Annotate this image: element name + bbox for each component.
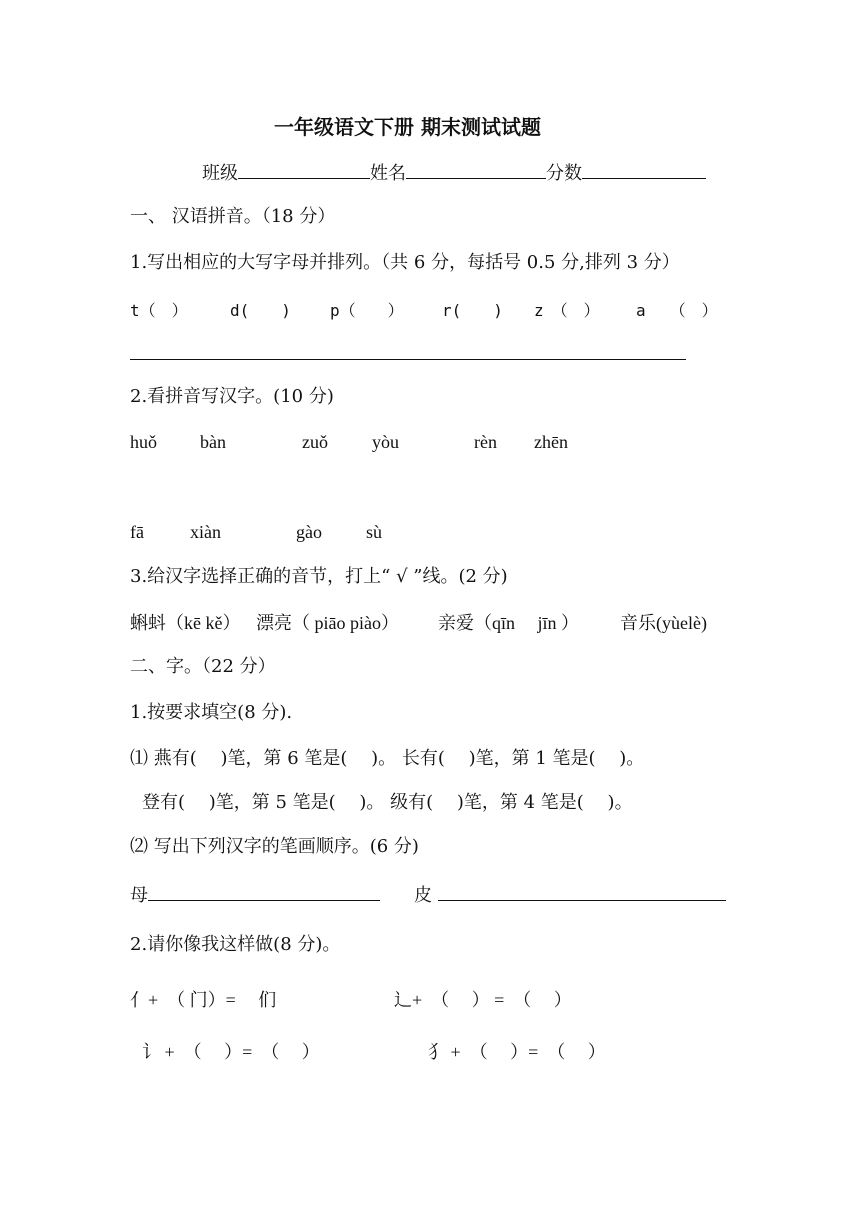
syllable-qinai: 亲爱（qīn jīn ）: [438, 613, 580, 633]
pinyin-su: sù: [366, 522, 383, 542]
pinyin-you: yòu: [372, 432, 399, 452]
section-1-heading: 一、 汉语拼音。（18 分）: [130, 206, 336, 227]
name-label: 姓名: [370, 163, 406, 184]
syllable-yinyue: 音乐(yùelè): [620, 613, 707, 633]
question-2-1: 1.按要求填空(8 分).: [130, 702, 293, 723]
pinyin-zhen: zhēn: [534, 432, 568, 452]
stroke-order-pi: [414, 882, 726, 907]
stroke-order-mu: [130, 882, 380, 907]
equation-chuo: 辶+ （ ） = （ ）: [394, 990, 572, 1010]
equation-yan: 讠 + （ ）= （ ）: [142, 1042, 320, 1062]
pinyin-fa: fā: [130, 522, 144, 542]
pinyin-ban: bàn: [200, 432, 226, 452]
pinyin-huo: huǒ: [130, 432, 157, 452]
letter-z: z （ ）: [534, 301, 600, 320]
letter-d: d( ): [230, 301, 291, 320]
question-1-2: 2.看拼音写汉字。(10 分): [130, 386, 334, 407]
pinyin-ren: rèn: [474, 432, 497, 452]
question-2-1-sub2: ⑵ 写出下列汉字的笔画顺序。(6 分): [130, 836, 419, 857]
page-title: 一年级语文下册 期末测试试题: [274, 115, 541, 139]
fill-stroke-line-1: ⑴ 燕有( )笔，第 6 笔是( )。 长有( )笔，第 1 笔是( )。: [130, 748, 645, 769]
letter-t: t（ ）: [130, 301, 188, 320]
score-blank[interactable]: [582, 160, 706, 179]
question-2-2: 2.请你像我这样做(8 分)。: [130, 934, 341, 955]
question-1-3: 3.给汉字选择正确的音节，打上“ √ ”线。(2 分): [130, 566, 508, 587]
pinyin-gao: gào: [296, 522, 322, 542]
char-pi: 皮: [414, 885, 432, 906]
equation-quan: 犭 + （ ）= （ ）: [428, 1042, 606, 1062]
stroke-blank-mu[interactable]: [148, 882, 380, 901]
student-info-line: [202, 160, 706, 185]
order-answer-line[interactable]: [130, 359, 686, 360]
char-mu: 母: [130, 885, 148, 906]
section-2-heading: 二、字。（22 分）: [130, 656, 276, 677]
class-label: 班级: [202, 163, 238, 184]
letter-a: a （ ）: [636, 301, 718, 320]
syllable-kedou: 蝌蚪（kē kě）: [130, 613, 241, 633]
stroke-blank-pi[interactable]: [438, 882, 726, 901]
class-blank[interactable]: [238, 160, 370, 179]
letter-r: r( ): [442, 301, 503, 320]
syllable-piaoliang: 漂亮（ piāo piào）: [256, 613, 399, 633]
pinyin-zuo: zuǒ: [302, 432, 328, 452]
question-1-1: 1.写出相应的大写字母并排列。（共 6 分，每括号 0.5 分,排列 3 分）: [130, 252, 680, 273]
pinyin-xian: xiàn: [190, 522, 221, 542]
equation-ren-men: 亻+ （ 门）= 们: [130, 990, 277, 1010]
score-label: 分数: [546, 163, 582, 184]
fill-stroke-line-2: 登有( )笔，第 5 笔是( )。 级有( )笔，第 4 笔是( )。: [142, 792, 633, 813]
letter-p: p（ ）: [330, 301, 404, 320]
name-blank[interactable]: [406, 160, 546, 179]
